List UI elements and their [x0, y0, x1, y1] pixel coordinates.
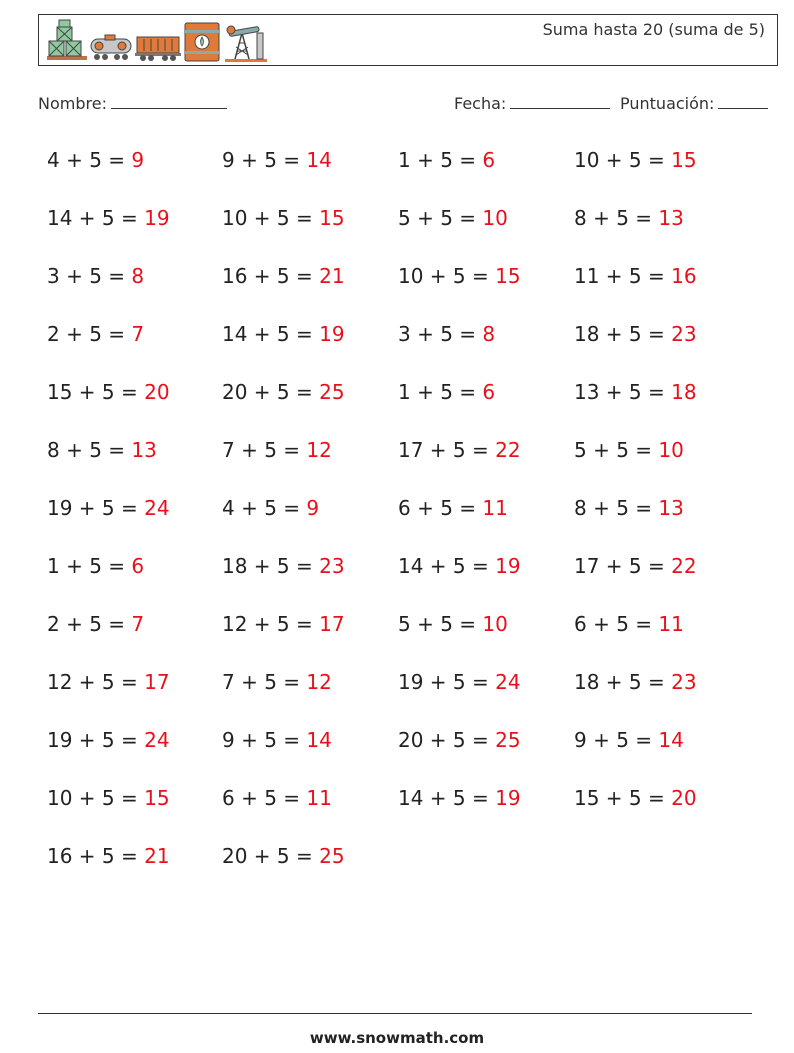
- problem-question: 19 + 5 =: [47, 728, 145, 752]
- problem-item: [222, 148, 332, 172]
- problem-item: [574, 438, 684, 462]
- problem-item: [574, 670, 697, 694]
- problem-answer: 23: [671, 322, 697, 346]
- problem-answer: 9: [306, 496, 320, 520]
- problem-item: [574, 728, 684, 752]
- score-field[interactable]: [620, 94, 768, 113]
- problem-question: 1 + 5 =: [398, 148, 483, 172]
- problem-question: 10 + 5 =: [398, 264, 496, 288]
- problem-answer: 14: [306, 148, 332, 172]
- problem-question: 8 + 5 =: [574, 206, 659, 230]
- problem-answer: 19: [144, 206, 170, 230]
- problem-answer: 6: [482, 148, 496, 172]
- problem-question: 17 + 5 =: [574, 554, 672, 578]
- problem-item: [398, 728, 521, 752]
- problem-answer: 24: [144, 496, 170, 520]
- problem-item: [47, 496, 170, 520]
- problem-answer: 15: [319, 206, 345, 230]
- problem-question: 19 + 5 =: [47, 496, 145, 520]
- problem-question: 16 + 5 =: [222, 264, 320, 288]
- problem-item: [574, 206, 684, 230]
- problem-question: 18 + 5 =: [574, 670, 672, 694]
- tank-car-icon: [91, 35, 131, 60]
- problem-question: 8 + 5 =: [47, 438, 132, 462]
- problem-item: [398, 612, 508, 636]
- problem-answer: 13: [658, 496, 684, 520]
- problem-question: 10 + 5 =: [574, 148, 672, 172]
- problem-item: [222, 844, 345, 868]
- problem-answer: 15: [144, 786, 170, 810]
- problem-answer: 9: [131, 148, 145, 172]
- problem-answer: 23: [319, 554, 345, 578]
- problem-answer: 19: [495, 786, 521, 810]
- problem-item: [574, 148, 697, 172]
- problem-question: 5 + 5 =: [398, 206, 483, 230]
- problem-answer: 22: [671, 554, 697, 578]
- name-blank[interactable]: [111, 94, 227, 109]
- problem-item: [222, 206, 345, 230]
- problem-item: [574, 554, 697, 578]
- score-blank[interactable]: [718, 94, 768, 109]
- problem-question: 17 + 5 =: [398, 438, 496, 462]
- name-label: Nombre:: [38, 94, 107, 113]
- problem-question: 12 + 5 =: [47, 670, 145, 694]
- problem-question: 10 + 5 =: [47, 786, 145, 810]
- problem-question: 20 + 5 =: [222, 844, 320, 868]
- problem-item: [222, 264, 345, 288]
- problem-question: 18 + 5 =: [574, 322, 672, 346]
- problem-item: [574, 786, 697, 810]
- score-label: Puntuación:: [620, 94, 715, 113]
- oil-pump-icon: [225, 26, 267, 62]
- problem-question: 1 + 5 =: [398, 380, 483, 404]
- worksheet-title: Suma hasta 20 (suma de 5): [542, 20, 765, 39]
- problem-item: [222, 380, 345, 404]
- problem-answer: 10: [482, 206, 508, 230]
- problem-question: 7 + 5 =: [222, 438, 307, 462]
- problem-answer: 22: [495, 438, 521, 462]
- problem-question: 15 + 5 =: [574, 786, 672, 810]
- problem-item: [47, 322, 144, 346]
- problem-item: [398, 264, 521, 288]
- problem-item: [47, 380, 170, 404]
- problem-answer: 14: [306, 728, 332, 752]
- problem-question: 20 + 5 =: [398, 728, 496, 752]
- problem-answer: 11: [658, 612, 684, 636]
- problem-question: 6 + 5 =: [574, 612, 659, 636]
- footer-divider: [38, 1013, 752, 1014]
- crates-icon: [47, 20, 87, 60]
- problem-answer: 15: [495, 264, 521, 288]
- problem-item: [222, 496, 319, 520]
- problem-answer: 8: [131, 264, 145, 288]
- problem-item: [47, 148, 144, 172]
- problem-question: 10 + 5 =: [222, 206, 320, 230]
- problem-question: 18 + 5 =: [222, 554, 320, 578]
- problem-question: 14 + 5 =: [398, 786, 496, 810]
- problem-item: [398, 786, 521, 810]
- problem-question: 6 + 5 =: [398, 496, 483, 520]
- problem-answer: 19: [319, 322, 345, 346]
- problem-item: [574, 322, 697, 346]
- problem-answer: 21: [144, 844, 170, 868]
- problem-item: [574, 264, 697, 288]
- problem-answer: 12: [306, 438, 332, 462]
- problem-answer: 12: [306, 670, 332, 694]
- date-label: Fecha:: [454, 94, 507, 113]
- problem-answer: 10: [658, 438, 684, 462]
- problem-answer: 6: [482, 380, 496, 404]
- problem-question: 4 + 5 =: [222, 496, 307, 520]
- problem-question: 13 + 5 =: [574, 380, 672, 404]
- problem-item: [47, 206, 170, 230]
- problem-question: 4 + 5 =: [47, 148, 132, 172]
- problem-question: 19 + 5 =: [398, 670, 496, 694]
- header-icons: [45, 19, 271, 63]
- footer-url[interactable]: www.snowmath.com: [309, 1029, 485, 1047]
- problem-answer: 14: [658, 728, 684, 752]
- problem-answer: 17: [319, 612, 345, 636]
- problem-question: 3 + 5 =: [47, 264, 132, 288]
- problem-question: 8 + 5 =: [574, 496, 659, 520]
- problem-answer: 25: [319, 844, 345, 868]
- problem-answer: 24: [495, 670, 521, 694]
- problem-item: [222, 670, 332, 694]
- problem-answer: 16: [671, 264, 697, 288]
- problem-answer: 11: [306, 786, 332, 810]
- problem-answer: 13: [131, 438, 157, 462]
- problem-question: 16 + 5 =: [47, 844, 145, 868]
- date-field[interactable]: [454, 94, 610, 113]
- problem-answer: 25: [319, 380, 345, 404]
- problem-question: 14 + 5 =: [222, 322, 320, 346]
- problem-question: 5 + 5 =: [398, 612, 483, 636]
- problem-question: 2 + 5 =: [47, 322, 132, 346]
- problem-answer: 21: [319, 264, 345, 288]
- problem-answer: 24: [144, 728, 170, 752]
- problem-item: [222, 554, 345, 578]
- date-blank[interactable]: [510, 94, 610, 109]
- problem-answer: 10: [482, 612, 508, 636]
- problem-item: [47, 670, 170, 694]
- problem-item: [222, 612, 345, 636]
- problem-item: [398, 380, 495, 404]
- problem-item: [398, 438, 521, 462]
- problem-question: 1 + 5 =: [47, 554, 132, 578]
- problem-question: 9 + 5 =: [222, 728, 307, 752]
- header-box: [38, 14, 778, 66]
- problem-answer: 20: [144, 380, 170, 404]
- freight-car-icon: [135, 37, 181, 61]
- problem-item: [222, 438, 332, 462]
- problem-item: [398, 148, 495, 172]
- problem-item: [222, 728, 332, 752]
- problem-question: 14 + 5 =: [47, 206, 145, 230]
- problem-item: [398, 670, 521, 694]
- problem-item: [574, 496, 684, 520]
- problem-question: 2 + 5 =: [47, 612, 132, 636]
- problem-question: 5 + 5 =: [574, 438, 659, 462]
- problem-answer: 15: [671, 148, 697, 172]
- problem-answer: 7: [131, 612, 145, 636]
- problem-answer: 20: [671, 786, 697, 810]
- problem-item: [47, 554, 144, 578]
- problem-answer: 25: [495, 728, 521, 752]
- problem-item: [574, 380, 697, 404]
- problem-question: 11 + 5 =: [574, 264, 672, 288]
- problem-question: 6 + 5 =: [222, 786, 307, 810]
- problem-item: [398, 322, 495, 346]
- problem-answer: 19: [495, 554, 521, 578]
- problem-answer: 23: [671, 670, 697, 694]
- problem-question: 3 + 5 =: [398, 322, 483, 346]
- problem-item: [47, 438, 157, 462]
- problem-answer: 8: [482, 322, 496, 346]
- problem-item: [574, 612, 684, 636]
- problem-question: 9 + 5 =: [222, 148, 307, 172]
- problem-item: [398, 554, 521, 578]
- problem-answer: 18: [671, 380, 697, 404]
- problem-question: 15 + 5 =: [47, 380, 145, 404]
- problem-question: 12 + 5 =: [222, 612, 320, 636]
- problem-answer: 7: [131, 322, 145, 346]
- problem-question: 14 + 5 =: [398, 554, 496, 578]
- problem-question: 9 + 5 =: [574, 728, 659, 752]
- problem-item: [47, 728, 170, 752]
- problem-question: 20 + 5 =: [222, 380, 320, 404]
- oil-barrel-icon: [185, 23, 219, 61]
- problem-answer: 13: [658, 206, 684, 230]
- problem-item: [398, 206, 508, 230]
- problem-answer: 11: [482, 496, 508, 520]
- problem-question: 7 + 5 =: [222, 670, 307, 694]
- problem-item: [222, 786, 332, 810]
- problem-answer: 6: [131, 554, 145, 578]
- problem-item: [47, 264, 144, 288]
- problem-item: [222, 322, 345, 346]
- problem-item: [47, 612, 144, 636]
- problem-item: [47, 786, 170, 810]
- problem-item: [47, 844, 170, 868]
- problem-answer: 17: [144, 670, 170, 694]
- name-field[interactable]: [38, 94, 227, 113]
- problem-item: [398, 496, 508, 520]
